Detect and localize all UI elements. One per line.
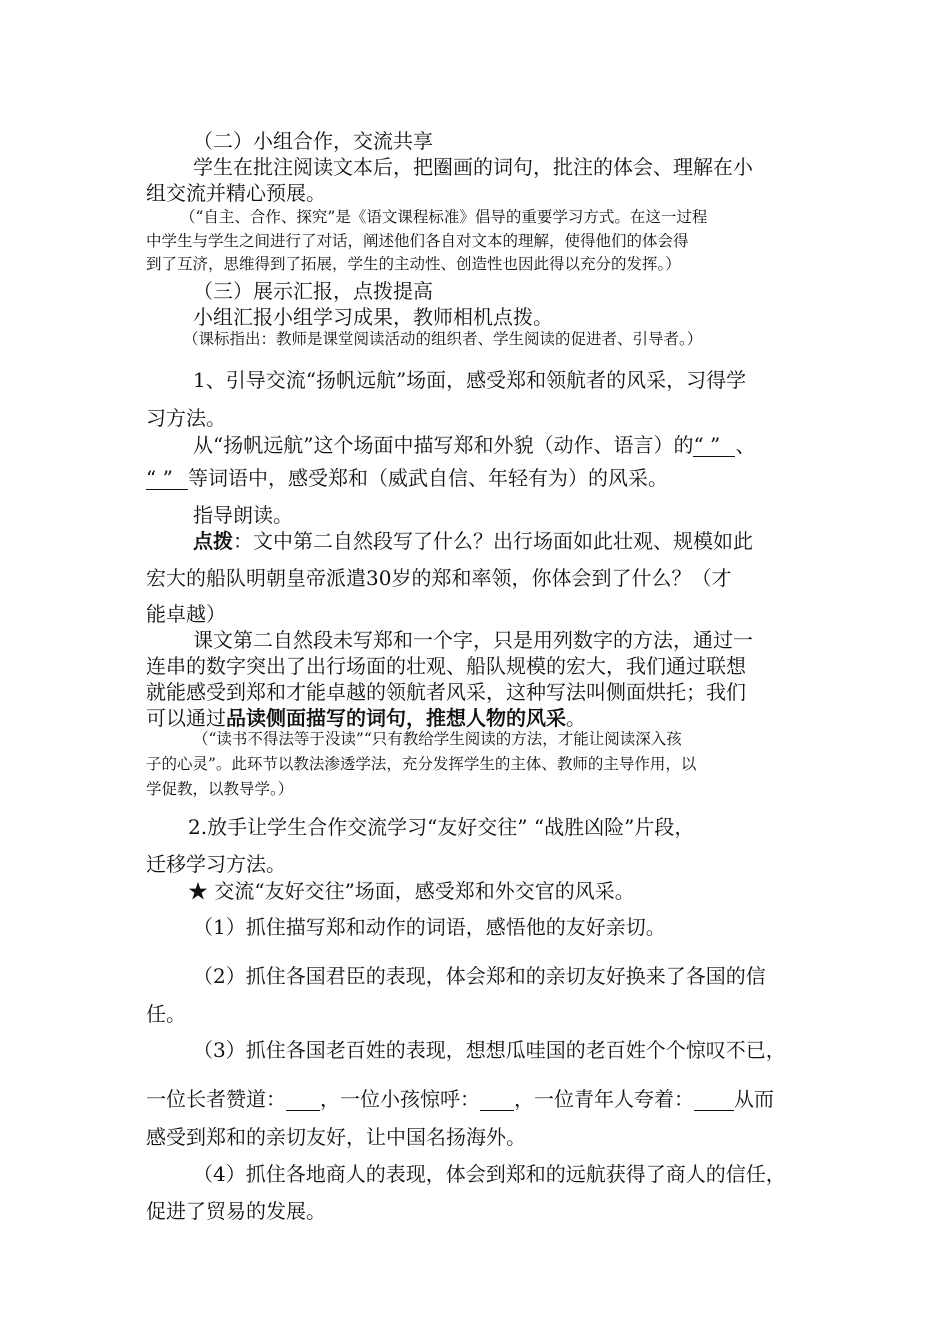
- sub-item-3-cont: [146, 1083, 774, 1112]
- item-2-heading-cont: 迁移学习方法。: [146, 852, 286, 876]
- section-2-heading: （二）小组合作，交流共享: [193, 129, 433, 153]
- paragraph-text: 等词语中，感受郑和（威武自信、年轻有为）的风采。: [188, 466, 668, 490]
- paragraph-text: ，一位小孩惊呼：: [320, 1087, 480, 1111]
- annotation-line: 到了互济，思维得到了拓展，学生的主动性、创造性也因此得以充分的发挥。）: [146, 255, 681, 273]
- section-3-heading: （三）展示汇报，点拨提高: [193, 279, 433, 303]
- paragraph-text: 从“扬帆远航”这个场面中描写郑和外貌（动作、语言）的: [193, 433, 694, 457]
- paragraph-line: [193, 429, 755, 458]
- paragraph-text: 从而: [734, 1087, 774, 1111]
- sub-item-1: （1）抓住描写郑和动作的词语，感悟他的友好亲切。: [193, 915, 666, 939]
- emphasis-text: 品读侧面描写的词句，推想人物的风采: [226, 706, 566, 730]
- hint-text: ：文中第二自然段写了什么？出行场面如此壮观、规模如此: [233, 529, 753, 553]
- guided-reading: 指导朗读。: [193, 503, 293, 527]
- paragraph-line: 就能感受到郑和才能卓越的领航者风采，这种写法叫侧面烘托；我们: [146, 680, 746, 704]
- fill-blank: “ ”: [693, 434, 735, 457]
- fill-blank: “ ”: [146, 467, 188, 490]
- item-1-heading-cont: 习方法。: [146, 406, 226, 430]
- paragraph-text: 可以通过: [146, 706, 226, 730]
- hint-label: 点拨: [193, 529, 233, 553]
- sub-item-2: （2）抓住各国君臣的表现，体会郑和的亲切友好换来了各国的信: [193, 964, 766, 988]
- annotation-line: 子的心灵”。此环节以教法渗透学法，充分发挥学生的主体、教师的主导作用，以: [146, 755, 697, 773]
- paragraph-line: 课文第二自然段未写郑和一个字，只是用列数字的方法，通过一: [193, 628, 753, 652]
- paragraph-line: [146, 462, 668, 491]
- hint-line: 宏大的船队明朝皇帝派遣30岁的郑和率领，你体会到了什么？（才: [146, 566, 732, 590]
- annotation-line: （课标指出：教师是课堂阅读活动的组织者、学生阅读的促进者、引导者。）: [183, 330, 703, 348]
- annotation-line: 学促教，以教导学。）: [146, 780, 294, 798]
- paragraph-line: 组交流并精心预展。: [146, 181, 326, 205]
- paragraph-text: 。: [566, 706, 586, 730]
- fill-blank: [694, 1088, 734, 1111]
- sub-item-4: （4）抓住各地商人的表现，体会到郑和的远航获得了商人的信任，: [193, 1162, 786, 1186]
- sub-item-2-cont: 任。: [146, 1002, 186, 1026]
- annotation-line: 中学生与学生之间进行了对话，阐述他们各自对文本的理解，使得他们的体会得: [146, 232, 689, 250]
- sub-item-4-cont: 促进了贸易的发展。: [146, 1199, 326, 1223]
- fill-blank: [286, 1088, 320, 1111]
- paragraph-line: 学生在批注阅读文本后，把圈画的词句，批注的体会、理解在小: [193, 155, 753, 179]
- paragraph-text: ，一位青年人夸着：: [514, 1087, 694, 1111]
- paragraph-line: 小组汇报小组学习成果，教师相机点拨。: [193, 305, 553, 329]
- item-2-heading: 2.放手让学生合作交流学习“友好交往” “战胜凶险”片段，: [188, 815, 695, 839]
- paragraph-line: 连串的数字突出了出行场面的壮观、船队规模的宏大，我们通过联想: [146, 654, 746, 678]
- annotation-line: （“自主、合作、探究”是《语文课程标准》倡导的重要学习方式。在这一过程: [180, 208, 708, 226]
- star-line: ★ 交流“友好交往”场面，感受郑和外交官的风采。: [188, 879, 635, 903]
- annotation-line: （“读书不得法等于没读”“只有教给学生阅读的方法，才能让阅读深入孩: [193, 730, 682, 748]
- hint-line: 能卓越）: [146, 602, 226, 626]
- item-1-heading: 1、引导交流“扬帆远航”场面，感受郑和领航者的风采，习得学: [193, 368, 747, 392]
- sub-item-3: （3）抓住各国老百姓的表现，想想瓜哇国的老百姓个个惊叹不已，: [193, 1038, 786, 1062]
- hint-line: [193, 525, 753, 554]
- paragraph-text: 一位长者赞道：: [146, 1087, 286, 1111]
- fill-blank: [480, 1088, 514, 1111]
- separator: 、: [735, 433, 756, 457]
- sub-item-3-cont: 感受到郑和的亲切友好，让中国名扬海外。: [146, 1125, 526, 1149]
